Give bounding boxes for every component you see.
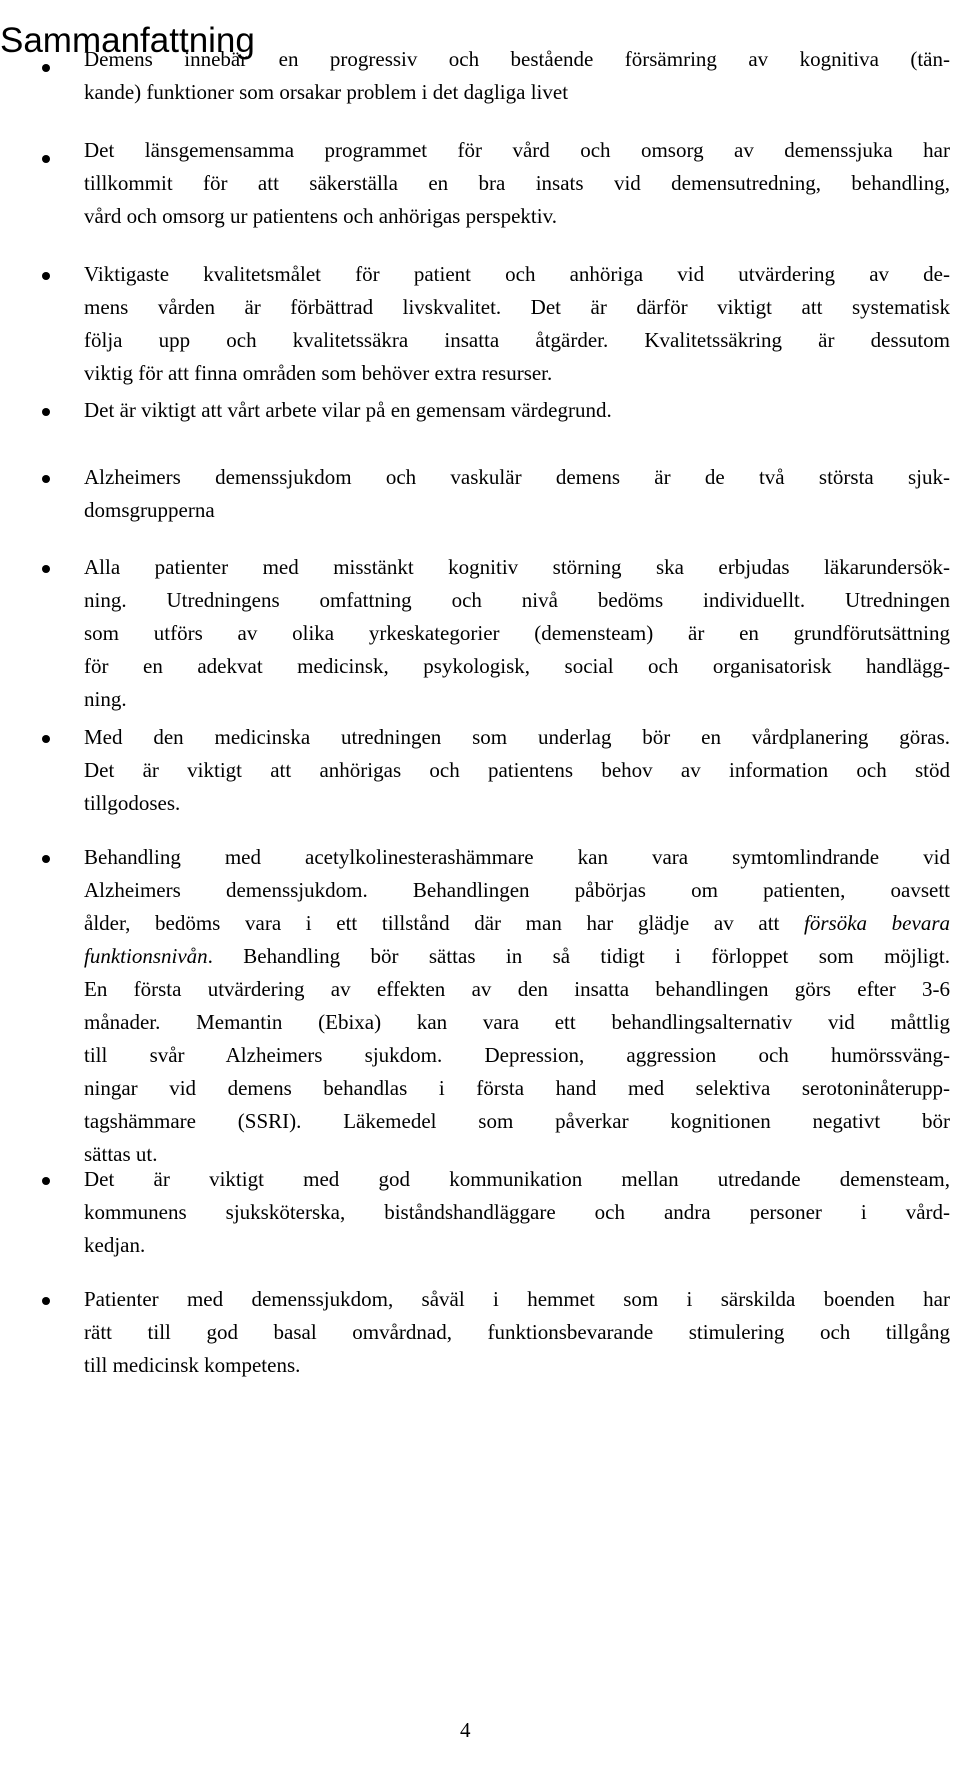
emphasized-phrase: försöka bevara	[804, 911, 950, 935]
page-number: 4	[460, 1718, 471, 1742]
list-item-text: Alla patienter med misstänkt kognitiv störning ska erbjudas läkarundersök- ning. Utredningens omfattning och nivå bedöms individuellt. Utredningen som utförs av olika yrkeskategorier (demensteam) är en grundförutsättning för en adekvat medicinsk, psykologisk, social och organisatorisk handlägg- ning.	[84, 555, 950, 711]
list-item-text: Patienter med demenssjukdom, såväl i hemmet som i särskilda boenden har rätt till god basal omvårdnad, funktionsbevarande stimulering och tillgång till medicinsk kompetens.	[84, 1287, 950, 1377]
list-item-text: Viktigaste kvalitetsmålet för patient och anhöriga vid utvärdering av de- mens vården är förbättrad livskvalitet. Det är därför viktigt att systematisk följa upp och kvalitetssäkra insatta åtgärder. Kvalitetssäkring är dessutom viktig för att finna områden som behöver extra resurser.	[84, 262, 950, 385]
list-item-text: Alzheimers demenssjukdom och vaskulär demens är de två största sjuk- domsgrupperna	[84, 465, 950, 522]
bullet-icon	[42, 475, 50, 483]
bullet-icon	[42, 1297, 50, 1305]
bullet-icon	[42, 735, 50, 743]
list-item-text: Det länsgemensamma programmet för vård och omsorg av demenssjuka har tillkommit för att säkerställa en bra insats vid demensutredning, behandling, vård och omsorg ur patientens och anhörigas perspektiv.	[84, 138, 950, 228]
list-item-text: Det är viktigt med god kommunikation mellan utredande demensteam, kommunens sjuksköterska, biståndshandläggare och andra personer i vård- kedjan.	[84, 1167, 950, 1257]
bullet-icon	[42, 1177, 50, 1185]
emphasized-phrase: funktionsnivån	[84, 944, 208, 968]
bullet-icon	[42, 64, 50, 72]
bullet-icon	[42, 565, 50, 573]
bullet-icon	[42, 272, 50, 280]
bullet-icon	[42, 855, 50, 863]
list-item-text: Det är viktigt att vårt arbete vilar på en gemensam värdegrund.	[84, 398, 612, 422]
bullet-icon	[42, 155, 50, 163]
list-item-text: Med den medicinska utredningen som underlag bör en vårdplanering göras. Det är viktigt att anhörigas och patientens behov av information och stöd tillgodoses.	[84, 725, 950, 815]
list-item-text: Demens innebär en progressiv och bestående försämring av kognitiva (tän- kande) funktioner som orsakar problem i det dagliga livet	[84, 47, 950, 104]
bullet-icon	[42, 408, 50, 416]
page-title: Sammanfattning	[0, 21, 255, 61]
list-item-text: Behandling med acetylkolinesterashämmare kan vara symtomlindrande vid Alzheimers demenssjukdom. Behandlingen påbörjas om patienten, oavsett ålder, bedöms vara i ett tillstånd där man har glädje av att försöka bevara funktionsnivån. Behandling bör sättas in så tidigt i förloppet som möjligt. En första utvärdering av effekten av den insatta behandlingen görs efter 3-6 månader. Memantin (Ebixa) kan vara ett behandlingsalternativ vid måttlig till svår Alzheimers sjukdom. Depression, aggression och humörssväng- ningar vid demens behandlas i första hand med selektiva serotoninåterupp- tagshämmare (SSRI). Läkemedel som påverkar kognitionen negativt bör sättas ut.	[84, 845, 950, 1166]
